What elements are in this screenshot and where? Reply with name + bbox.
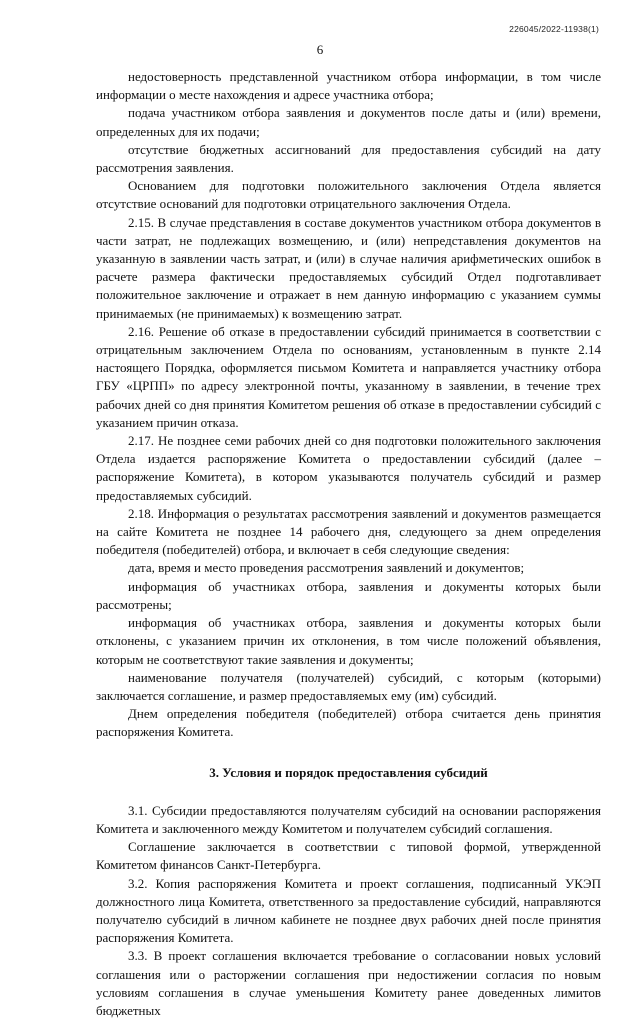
paragraph-3-1: 3.1. Субсидии предоставляются получателям субсидий на основании распоряжения Комитета и заключенного между Комитетом и получателем субсидий соглашения. xyxy=(96,802,601,836)
paragraph: отсутствие бюджетных ассигнований для предоставления субсидий на дату рассмотрения заявления. xyxy=(96,141,601,176)
paragraph: наименование получателя (получателей) субсидий, с которым (которыми) заключается соглашение, и размер предоставляемых ему (им) субсидий. xyxy=(96,669,601,703)
paragraph: информация об участниках отбора, заявления и документы которых были отклонены, с указанием причин их отклонения, в том числе положений объявления, которым не соответствуют такие заявления и документы; xyxy=(96,615,601,667)
page-number: 6 xyxy=(316,42,324,57)
paragraph-3-2: 3.2. Копия распоряжения Комитета и проект соглашения, подписанный УКЭП должностного лица Комитета, ответственного за предоставление субсидий, направляются получателю субсидий в личном кабинете не позднее двух рабочих дней после принятия распоряжения Комитета. xyxy=(96,875,601,946)
paragraph: дата, время и место проведения рассмотрения заявлений и документов; xyxy=(128,560,525,576)
section-title: 3. Условия и порядок предоставления субсидий xyxy=(209,764,488,780)
paragraph-2-17: 2.17. Не позднее семи рабочих дней со дня подготовки положительного заключения Отдела издается распоряжение Комитета о предоставлении субсидий (далее – распоряжение Комитета), в котором указываются получатель субсидий и размер предоставляемых субсидий. xyxy=(96,433,601,503)
paragraph-2-18: 2.18. Информация о результатах рассмотрения заявлений и документов размещается на сайте Комитета не позднее 14 рабочего дня, следующего за днем определения победителя (победителей) отбора, и включает в себя следующие сведения: xyxy=(96,505,601,558)
paragraph: недостоверность представленной участником отбора информации, в том числе информации о месте нахождения и адресе участника отбора; xyxy=(96,69,601,103)
paragraph-3-3: 3.3. В проект соглашения включается требование о согласовании новых условий соглашения или о расторжении соглашения при недостижении согласия по новым условиям соглашения в случае уменьшения Комитету ранее доведенных лимитов бюджетных xyxy=(96,948,601,1018)
paragraph-2-16: 2.16. Решение об отказе в предоставлении субсидий принимается в соответствии с отрицательным заключением Отдела по основаниям, установленным в пункте 2.14 настоящего Порядка, оформляется письмом Комитета и направляется участнику отбора ГБУ «ЦРПП» по адресу электронной почты, указанному в заявлении, в течение трех рабочих дней со дня принятия Комитетом решения об отказе в предоставлении субсидий с указанием причин отказа. xyxy=(96,323,601,430)
paragraph: информация об участниках отбора, заявления и документы которых были рассмотрены; xyxy=(96,578,601,612)
paragraph: Соглашение заключается в соответствии с типовой формой, утвержденной Комитетом финансов Санкт-Петербурга. xyxy=(96,839,601,873)
paragraph: подача участником отбора заявления и документов после даты и (или) времени, определенных для их подачи; xyxy=(96,105,601,139)
paragraph: Основанием для подготовки положительного заключения Отдела является отсутствие оснований для подготовки отрицательного заключения Отдела. xyxy=(96,178,601,212)
document-registration-number: 226045/2022-11938(1) xyxy=(509,24,599,34)
paragraph: Днем определения победителя (победителей) отбора считается день принятия распоряжения Комитета. xyxy=(96,706,601,740)
paragraph-2-15: 2.15. В случае представления в составе документов участником отбора документов в части затрат, не подлежащих возмещению, и (или) непредставления документов на указанную в заявлении часть затрат, и (или) в случае наличия арифметических ошибок в расчете размера фактически предоставляемых субсидий Отдел подготавливает положительное заключение и отражает в нем данную информацию с указанием суммы принимаемых (не принимаемых) к возмещению затрат. xyxy=(96,214,601,321)
document-body xyxy=(96,68,601,1020)
